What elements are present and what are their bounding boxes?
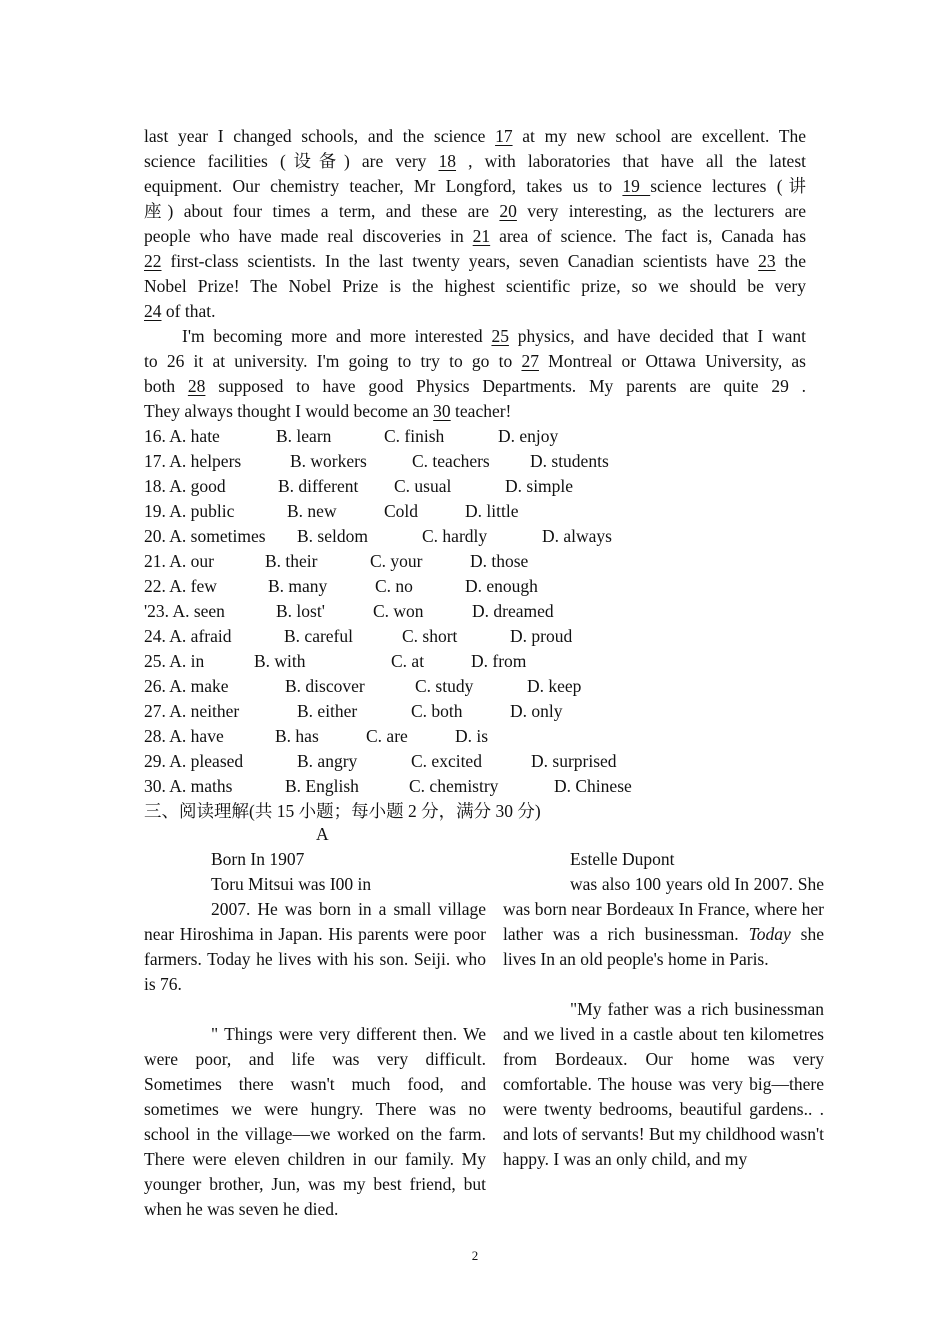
passage-line <box>144 149 806 174</box>
question-option: D. surprised <box>531 751 617 771</box>
blank-number: 30 <box>433 401 451 421</box>
passage-text: 座) about four times a term, and these are <box>144 201 500 221</box>
question-option: C. excited <box>411 751 482 771</box>
passage-line <box>144 224 806 249</box>
right-quote: "My father was a rich businessman and we lived in a castle about ten kilometres from Bordeaux. Our home was very comfortable. The house was very big—there were twenty bedrooms, beautiful gardens.. . and lots of servants! But my childhood wasn't happy. I was an only child, and my <box>503 999 824 1169</box>
blank-number: 20 <box>499 201 517 221</box>
question-option-a: 30. A. maths <box>144 776 233 796</box>
question-option: D. enjoy <box>498 426 559 446</box>
passage-text: I'm becoming more and more interested <box>182 326 492 346</box>
passage-text: people who have made real discoveries in <box>144 226 473 246</box>
page-number: 2 <box>471 1248 479 1263</box>
right-intro-italic: Today <box>748 924 791 944</box>
passage-text: teacher! <box>450 401 512 421</box>
blank-number: 27 <box>521 351 539 371</box>
question-option: B. their <box>265 551 318 571</box>
passage-line <box>144 399 806 424</box>
question-option: D. simple <box>505 476 574 496</box>
passage-line <box>144 249 806 274</box>
passage-text: very interesting, as the lecturers are <box>516 201 807 221</box>
question-option-a: 28. A. have <box>144 726 224 746</box>
right-intro <box>503 872 824 972</box>
question-option: B. discover <box>285 676 365 696</box>
passage-text: science lectures (讲 <box>650 176 806 196</box>
passage-text: equipment. Our chemistry teacher, Mr Longford, takes us to <box>144 176 623 196</box>
passage-line <box>144 124 806 149</box>
passage-line <box>144 299 806 324</box>
question-option: B. either <box>297 701 358 721</box>
question-row <box>144 499 806 524</box>
passage-text: both <box>144 376 188 396</box>
question-option: B. different <box>278 476 359 496</box>
passage-text: last year I changed schools, and the science <box>144 126 496 146</box>
passage-line <box>144 349 806 374</box>
question-option: Cold <box>384 501 419 521</box>
paragraph-1 <box>144 124 806 324</box>
question-option: D. is <box>455 726 489 746</box>
blank-number: 22 <box>144 251 162 271</box>
question-row <box>144 724 806 749</box>
left-intro-first: Toru Mitsui was I00 in <box>211 874 372 894</box>
question-option: C. both <box>411 701 463 721</box>
passage-text: supposed to have good Physics Departments. My parents are quite 29 . <box>205 376 806 396</box>
blank-number: 23 <box>758 251 776 271</box>
passage-text: Nobel Prize! The Nobel Prize is the highest scientific prize, so we should be very <box>144 276 806 296</box>
question-option: B. with <box>254 651 306 671</box>
question-option: C. hardly <box>422 526 488 546</box>
passage-line <box>144 199 806 224</box>
question-row <box>144 424 806 449</box>
question-option: C. at <box>391 651 425 671</box>
question-row <box>144 574 806 599</box>
passage-line <box>144 374 806 399</box>
left-intro: 2007. He was born in a small village near Hiroshima in Japan. His parents were poor farmers. Today he lives with his son. Seiji. who is 76. <box>144 899 486 994</box>
question-option: D. only <box>510 701 563 721</box>
passage-text: to 26 it at university. I'm going to try to go to <box>144 351 522 371</box>
question-row <box>144 474 806 499</box>
question-row <box>144 674 806 699</box>
question-option-a: 25. A. in <box>144 651 205 671</box>
blank-number: 24 <box>144 301 162 321</box>
passage-text: Montreal or Ottawa University, as <box>538 351 806 371</box>
cloze-passage <box>144 124 806 824</box>
question-list <box>144 424 806 799</box>
question-option: C. short <box>402 626 458 646</box>
passage-text: They always thought I would become an <box>144 401 434 421</box>
question-option: B. has <box>275 726 319 746</box>
right-intro-post: she lives In an old people's home in Paris. <box>503 924 825 969</box>
question-option-a: 24. A. afraid <box>144 626 232 646</box>
question-row <box>144 699 806 724</box>
question-option-a: 18. A. good <box>144 476 226 496</box>
question-option: C. won <box>373 601 424 621</box>
section-label: A <box>316 824 329 844</box>
question-option: D. proud <box>510 626 573 646</box>
question-option-a: 16. A. hate <box>144 426 220 446</box>
passage-line <box>144 274 806 299</box>
question-row <box>144 449 806 474</box>
paragraph-2 <box>144 324 806 424</box>
question-option-a: '23. A. seen <box>144 601 225 621</box>
blank-number: 17 <box>495 126 513 146</box>
question-option: D. those <box>470 551 529 571</box>
question-row <box>144 599 806 624</box>
question-option-a: 20. A. sometimes <box>144 526 266 546</box>
question-option-a: 29. A. pleased <box>144 751 244 771</box>
question-option: B. many <box>268 576 328 596</box>
question-option: D. students <box>530 451 609 471</box>
question-option: B. careful <box>284 626 353 646</box>
question-option: B. learn <box>276 426 332 446</box>
question-option: D. little <box>465 501 519 521</box>
passage-text: physics, and have decided that I want <box>508 326 806 346</box>
passage-text: of that. <box>161 301 216 321</box>
question-option: B. angry <box>297 751 358 771</box>
question-option: B. new <box>287 501 337 521</box>
passage-text: science facilities (设备) are very <box>144 151 439 171</box>
question-row <box>144 549 806 574</box>
question-option: C. chemistry <box>409 776 499 796</box>
question-option: C. study <box>415 676 474 696</box>
right-intro-first: was also 100 years old In 2007. <box>570 874 794 894</box>
question-option: C. teachers <box>412 451 490 471</box>
question-option-a: 19. A. public <box>144 501 235 521</box>
question-row <box>144 749 806 774</box>
question-option-a: 22. A. few <box>144 576 217 596</box>
question-option: B. English <box>285 776 359 796</box>
passage-text: first-class scientists. In the last twenty years, seven Canadian scientists have <box>161 251 759 271</box>
question-option: C. are <box>366 726 408 746</box>
blank-number: 25 <box>491 326 509 346</box>
right-title: Estelle Dupont <box>570 849 675 869</box>
question-option: C. finish <box>384 426 445 446</box>
question-option: B. seldom <box>297 526 368 546</box>
question-option: D. from <box>471 651 527 671</box>
question-option: D. enough <box>465 576 538 596</box>
question-row <box>144 774 806 799</box>
right-column <box>503 847 824 1172</box>
question-option: C. your <box>370 551 423 571</box>
blank-number: 19 <box>622 176 651 196</box>
question-option-a: 26. A. make <box>144 676 229 696</box>
passage-text: the <box>775 251 806 271</box>
question-option: D. Chinese <box>554 776 632 796</box>
question-option: D. always <box>542 526 612 546</box>
section-heading: 三、阅读理解(共 15 小题；每小题 2 分，满分 30 分) <box>144 801 541 821</box>
question-option: D. dreamed <box>472 601 554 621</box>
left-quote: " Things were very different then. We were poor, and life was very difficult. Sometimes there wasn't much food, and sometimes we were hungry. There was no school in the village—we worked on the farm. There were eleven children in our family. My younger brother, Jun, was my best friend, but when he was seven he died. <box>144 1024 486 1219</box>
blank-number: 21 <box>472 226 491 246</box>
passage-text: area of science. The fact is, Canada has <box>490 226 807 246</box>
blank-number: 28 <box>187 376 206 396</box>
question-row <box>144 649 806 674</box>
question-row <box>144 524 806 549</box>
right-intro-pre: She was born near Bordeaux In France, where her lather was a rich businessman. <box>503 874 824 944</box>
question-row <box>144 624 806 649</box>
question-option-a: 21. A. our <box>144 551 214 571</box>
question-option-a: 17. A. helpers <box>144 451 242 471</box>
question-option: C. no <box>375 576 413 596</box>
passage-line <box>144 324 806 349</box>
blank-number: 18 <box>438 151 457 171</box>
passage-text: , with laboratories that have all the latest <box>456 151 806 171</box>
question-option: B. workers <box>290 451 367 471</box>
left-column <box>144 847 486 1222</box>
passage-line <box>144 174 806 199</box>
question-option: C. usual <box>394 476 452 496</box>
question-option: B. lost' <box>276 601 325 621</box>
passage-text: at my new school are excellent. The <box>512 126 806 146</box>
left-title: Born In 1907 <box>211 849 305 869</box>
question-option: D. keep <box>527 676 582 696</box>
question-option-a: 27. A. neither <box>144 701 240 721</box>
